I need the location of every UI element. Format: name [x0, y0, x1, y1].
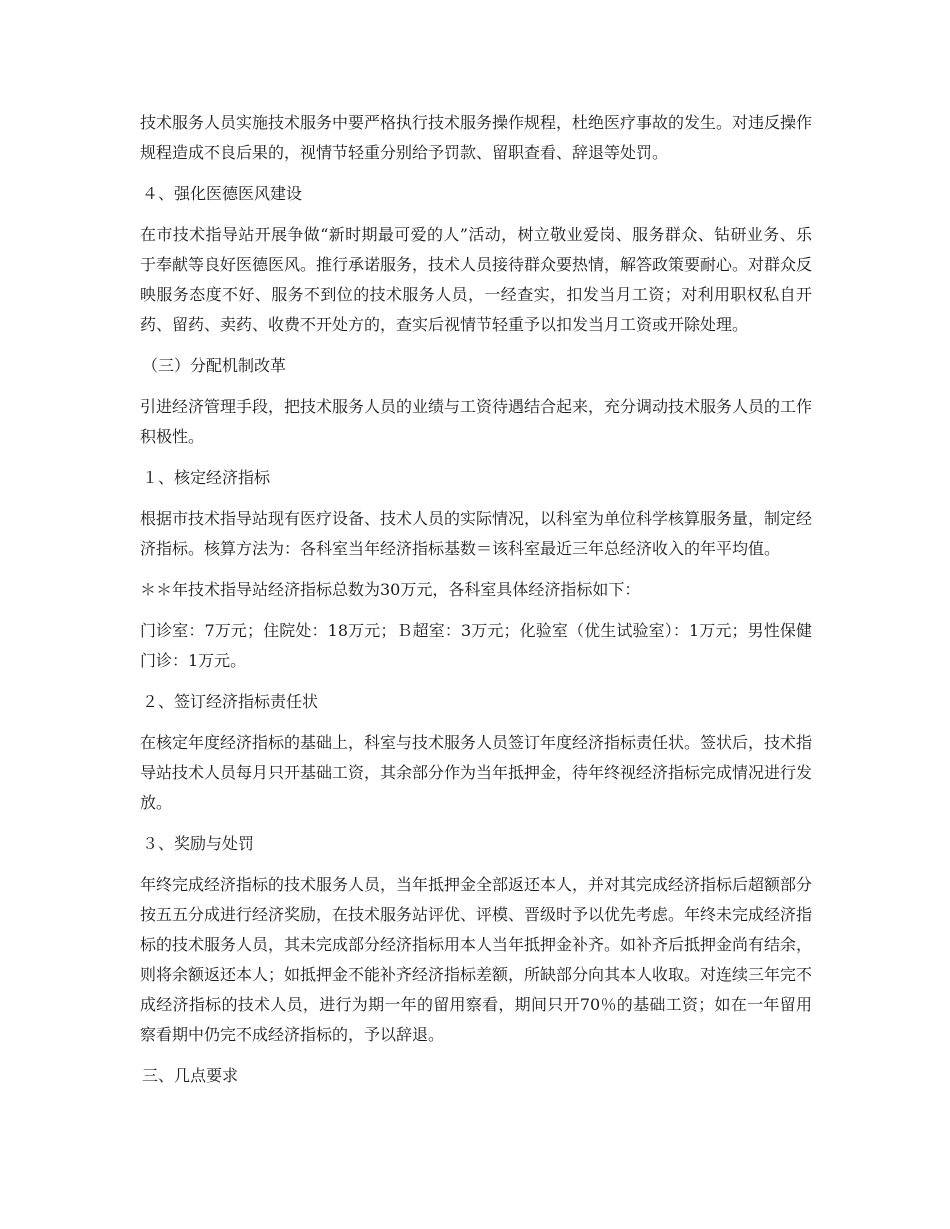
paragraph-target-total: ＊＊年技术指导站经济指标总数为30万元，各科室具体经济指标如下：: [140, 580, 641, 599]
heading-economic-targets: １、核定经济指标: [142, 468, 271, 487]
paragraph-department-targets: 门诊室：7万元；住院处：18万元；Ｂ超室：3万元；化验室（优生试验室）：1万元；男性保健门诊：1万元。: [140, 621, 812, 670]
heading-rewards-penalties: ３、奖励与处罚: [142, 834, 255, 853]
paragraph-rewards-penalties: 年终完成经济指标的技术服务人员，当年抵押金全部返还本人，并对其完成经济指标后超额部分按五五分成进行经济奖励，在技术服务站评优、评模、晋级时予以优先考虑。年终未完成经济指标的技术服务人员，其未完成部分经济指标用本人当年抵押金补齐。如补齐后抵押金尚有结余，则将余额返还本人；如抵押金不能补齐经济指标差额，所缺部分向其本人收取。对连续三年完不成经济指标的技术人员，进行为期一年的留用察看，期间只开70％的基础工资；如在一年留用察看期中仍完不成经济指标的，予以辞退。: [140, 875, 813, 1044]
heading-medical-ethics: ４、强化医德医风建设: [142, 184, 303, 203]
document-page: [140, 108, 812, 1102]
heading-responsibility-contract: ２、签订经济指标责任状: [142, 692, 319, 711]
heading-distribution-reform: （三）分配机制改革: [142, 356, 287, 375]
paragraph-operation-rules: 技术服务人员实施技术服务中要严格执行技术服务操作规程，杜绝医疗事故的发生。对违反操作规程造成不良后果的，视情节轻重分别给予罚款、留职查看、辞退等处罚。: [140, 113, 813, 162]
paragraph-medical-ethics: 在市技术指导站开展争做“新时期最可爱的人”活动，树立敬业爱岗、服务群众、钻研业务、乐于奉献等良好医德医风。推行承诺服务，技术人员接待群众要热情，解答政策要耐心。对群众反映服务态度不好、服务不到位的技术服务人员，一经查实，扣发当月工资；对利用职权私自开药、留药、卖药、收费不开处方的，查实后视情节轻重予以扣发当月工资或开除处理。: [140, 225, 813, 334]
paragraph-responsibility-contract: 在核定年度经济指标的基础上，科室与技术服务人员签订年度经济指标责任状。签状后，技术指导站技术人员每月只开基础工资，其余部分作为当年抵押金，待年终视经济指标完成情况进行发放。: [140, 733, 813, 812]
paragraph-economic-targets: 根据市技术指导站现有医疗设备、技术人员的实际情况，以科室为单位科学核算服务量，制定经济指标。核算方法为：各科室当年经济指标基数＝该科室最近三年总经济收入的年平均值。: [140, 509, 813, 558]
heading-requirements: 三、几点要求: [142, 1066, 239, 1085]
paragraph-distribution-reform: 引进经济管理手段，把技术服务人员的业绩与工资待遇结合起来，充分调动技术服务人员的工作积极性。: [140, 397, 813, 446]
